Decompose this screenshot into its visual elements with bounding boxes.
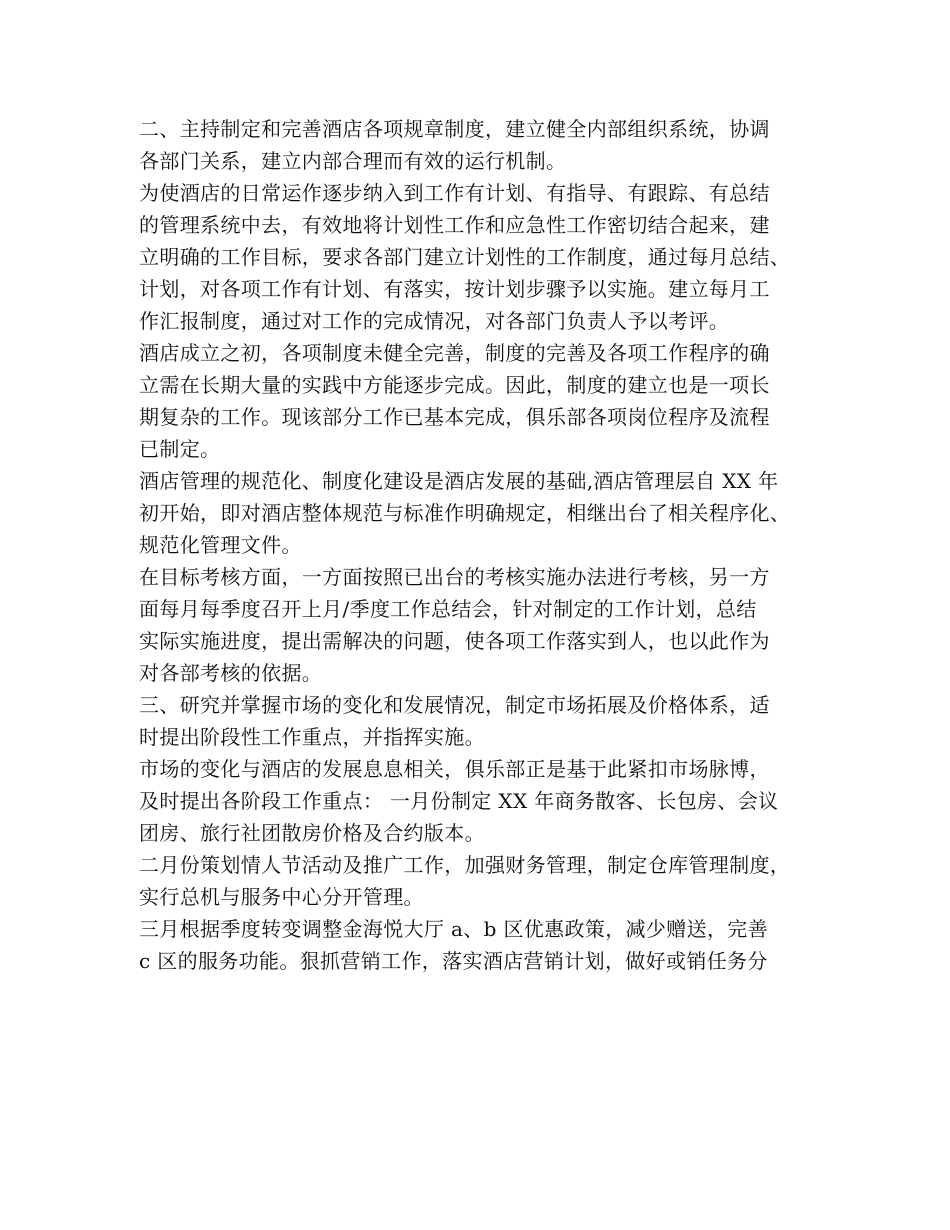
text-line: 实际实施进度，提出需解决的问题，使各项工作落实到人，也以此作为 [139, 629, 770, 653]
text-line: 在目标考核方面，一方面按照已出台的考核实施办法进行考核，另一方 [139, 565, 770, 589]
text-line: 实行总机与服务中心分开管理。 [139, 885, 424, 909]
text-line: 已制定。 [139, 437, 221, 461]
text-line: 酒店成立之初，各项制度未健全完善，制度的完善及各项工作程序的确 [139, 341, 770, 365]
text-line: 各部门关系，建立内部合理而有效的运行机制。 [139, 149, 567, 173]
text-line: 立需在长期大量的实践中方能逐步完成。因此，制度的建立也是一项长 [139, 373, 770, 397]
text-line: 立明确的工作目标，要求各部门建立计划性的工作制度，通过每月总结、 [139, 245, 791, 269]
text-line: 作汇报制度，通过对工作的完成情况，对各部门负责人予以考评。 [139, 309, 730, 333]
document-body [139, 113, 829, 977]
text-line: 及时提出各阶段工作重点： 一月份制定 XX 年商务散客、长包房、会议 [139, 789, 779, 813]
text-line: 规范化管理文件。 [139, 533, 302, 557]
text-line: 三、研究并掌握市场的变化和发展情况，制定市场拓展及价格体系，适 [139, 693, 770, 717]
text-line: 初开始，即对酒店整体规范与标准作明确规定，相继出台了相关程序化、 [139, 501, 791, 525]
text-line: c 区的服务功能。狠抓营销工作，落实酒店营销计划，做好或销任务分 [139, 949, 768, 973]
text-line: 期复杂的工作。现该部分工作已基本完成，俱乐部各项岗位程序及流程 [139, 405, 770, 429]
text-line: 团房、旅行社团散房价格及合约版本。 [139, 821, 485, 845]
text-line: 的管理系统中去，有效地将计划性工作和应急性工作密切结合起来，建 [139, 213, 770, 237]
text-line: 时提出阶段性工作重点，并指挥实施。 [139, 725, 485, 749]
text-line: 二月份策划情人节活动及推广工作，加强财务管理，制定仓库管理制度， [139, 853, 791, 877]
text-line: 二、主持制定和完善酒店各项规章制度，建立健全内部组织系统，协调 [139, 117, 770, 141]
text-line: 市场的变化与酒店的发展息息相关，俱乐部正是基于此紧扣市场脉博， [139, 757, 770, 781]
text-line: 对各部考核的依据。 [139, 661, 323, 685]
text-line: 酒店管理的规范化、制度化建设是酒店发展的基础,酒店管理层自 XX 年 [139, 469, 779, 493]
text-line: 为使酒店的日常运作逐步纳入到工作有计划、有指导、有跟踪、有总结 [139, 181, 770, 205]
text-line: 三月根据季度转变调整金海悦大厅 a、b 区优惠政策，减少赠送，完善 [139, 917, 768, 941]
text-line: 计划，对各项工作有计划、有落实，按计划步骤予以实施。建立每月工 [139, 277, 770, 301]
text-line: 面每月每季度召开上月/季度工作总结会，针对制定的工作计划，总结 [139, 597, 757, 621]
